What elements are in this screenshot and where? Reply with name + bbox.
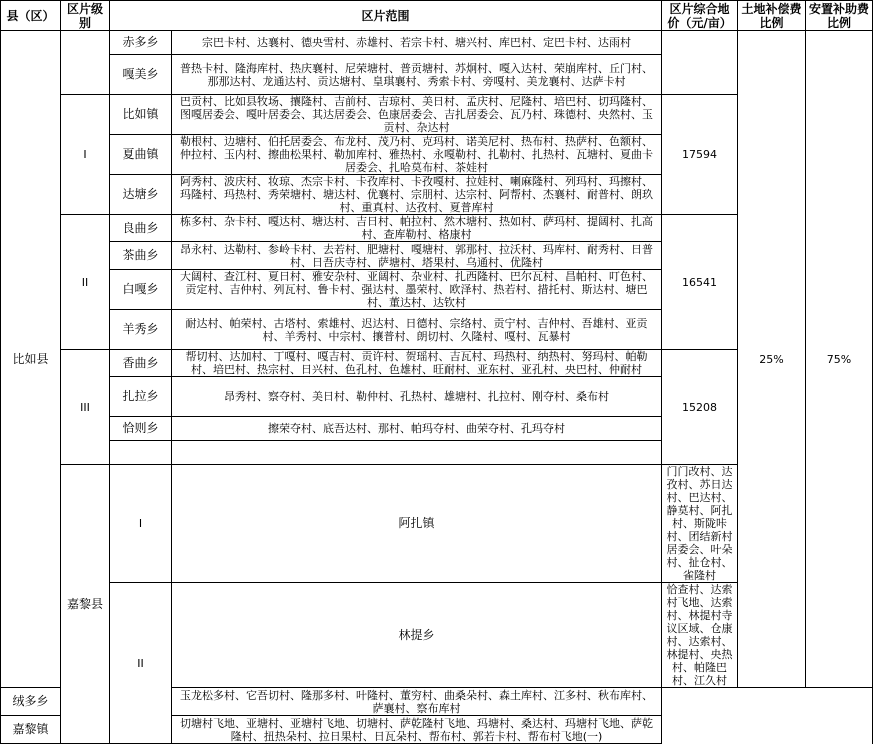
county-cell: 嘉黎县 <box>61 465 110 744</box>
villages-cell: 巴贡村、比如县牧场、攘隆村、吉前村、吉琼村、美日村、孟庆村、尼隆村、培巴村、切玛隆村、图嘎居委会、嘎叶居委会、其达居委会、色康居委会、吉扎居委会、瓦乃村、珠德村、央然村、玉贡村、杂达村 <box>172 95 662 135</box>
villages-cell: 栋多村、杂卡村、嘎达村、塘达村、吉日村、帕拉村、然木塘村、热如村、萨玛村、提阔村、扎高村、查库勒村、格康村 <box>172 215 662 242</box>
town-cell: 扎拉乡 <box>110 377 172 417</box>
header-resettlement-subsidy-ratio: 安置补助费比例 <box>806 1 873 31</box>
zone-price-cell: 16541 <box>662 215 738 350</box>
villages-cell: 勒根村、边塘村、伯托居委会、布龙村、茂乃村、克玛村、诺美尼村、热布村、热萨村、色额村、仲拉村、玉内村、擦曲松果村、勒加库村、雅热村、永嘎勒村、扎勒村、扎热村、瓦塘村、夏曲卡居委会、扎哈莫布村、茶娃村 <box>172 135 662 175</box>
header-row <box>1 1 873 31</box>
zone-level-cell: I <box>61 95 110 215</box>
villages-cell: 昂永村、达勒村、参岭卡村、去若村、肥塘村、嘎塘村、郭那村、拉沃村、玛库村、耐秀村、日普村、日吾庆寺村、萨塘村、塔果村、乌通村、优隆村 <box>172 242 662 270</box>
town-cell: 夏曲镇 <box>110 135 172 175</box>
town-cell: 羊秀乡 <box>110 310 172 350</box>
town-cell: 达塘乡 <box>110 175 172 215</box>
zone-price-cell: 15208 <box>662 350 738 465</box>
resettlement-ratio-cell: 75% <box>806 31 873 688</box>
zone-price-cell <box>662 31 738 95</box>
villages-cell: 帮切村、达加村、丁嘎村、嘎吉村、贡许村、贺瑶村、吉瓦村、玛热村、纳热村、努玛村、帕勒村、培巴村、热宗村、日兴村、色孔村、色雄村、旺耐村、亚东村、亚孔村、央巴村、仲耐村 <box>172 350 662 377</box>
zone-level-cell: I <box>110 465 172 583</box>
villages-cell: 耐达村、帕荣村、古塔村、索雄村、迟达村、日德村、宗络村、贡宁村、吉仲村、吾雄村、亚贡村、羊秀村、中宗村、攘普村、朗切村、久隆村、嘎村、瓦暴村 <box>172 310 662 350</box>
header-zone-price: 区片综合地价（元/亩） <box>662 1 738 31</box>
table-row <box>1 31 873 55</box>
zone-price-cell: 17594 <box>662 95 738 215</box>
town-cell: 良曲乡 <box>110 215 172 242</box>
header-county: 县（区） <box>1 1 61 31</box>
town-cell: 林提乡 <box>172 583 662 688</box>
town-cell: 香曲乡 <box>110 350 172 377</box>
villages-cell: 阿秀村、波庆村、妆琼、杰宗卡村、卡孜库村、卡孜嘎村、拉娃村、喇麻隆村、列玛村、玛擦村、玛隆村、玛热村、秀荣塘村、塘达村、优襄村、宗朋村、达宗村、阿帮村、杰襄村、耐普村、朗玖村、重真村、达孜村、夏普库村 <box>172 175 662 215</box>
header-zone-level: 区片级别 <box>61 1 110 31</box>
town-cell: 比如镇 <box>110 95 172 135</box>
town-cell: 白嘎乡 <box>110 270 172 310</box>
zone-level-cell <box>61 31 110 95</box>
villages-cell: 大阔村、查江村、夏日村、雅安杂村、亚阔村、杂业村、扎西隆村、巴尔瓦村、昌帕村、叮色村、贡定村、吉仲村、列瓦村、鲁卡村、强达村、墨荣村、欧泽村、热若村、措托村、斯达村、塘巴村、董达村、达钦村 <box>172 270 662 310</box>
town-cell: 茶曲乡 <box>110 242 172 270</box>
town-cell: 阿扎镇 <box>172 465 662 583</box>
villages-cell: 玉龙松多村、它吾切村、隆那多村、叶隆村、董穷村、曲桑朵村、森土库村、江多村、秋布库村、萨襄村、察布库村 <box>172 688 662 716</box>
villages-cell: 切塘村飞地、亚塘村、亚塘村飞地、切塘村、萨乾隆村飞地、玛塘村、桑达村、玛塘村飞地、萨乾隆村、扭热朵村、拉日果村、日瓦朵村、帮布村、郭若卡村、帮布村飞地(一) <box>172 716 662 744</box>
villages-cell: 门门改村、达孜村、苏日达村、巴达村、静莫村、阿扎村、斯陇咔村、团结新村居委会、叶朵村、扯仓村、雀隆村 <box>662 465 738 583</box>
land-compensation-ratio-cell: 25% <box>738 31 806 688</box>
villages-cell: 普热卡村、隆海库村、热庆襄村、尼荣塘村、普贡塘村、苏炯村、嘎入达村、荣崩库村、丘门村、那那达村、龙通达村、贡达塘村、皇琪襄村、秀索卡村、旁嘎村、美龙襄村、达萨卡村 <box>172 55 662 95</box>
town-cell: 赤多乡 <box>110 31 172 55</box>
header-land-compensation-ratio: 土地补偿费比例 <box>738 1 806 31</box>
zone-level-cell: III <box>61 350 110 465</box>
county-cell: 比如县 <box>1 31 61 688</box>
villages-cell: 恰查村、达索村飞地、达索村、林提村寺议区域、仓康村、达索村、林提村、央热村、帕隆巴村、江久村 <box>662 583 738 688</box>
header-zone-range: 区片范围 <box>110 1 662 31</box>
villages-cell: 昂秀村、察夺村、美日村、勒仲村、孔热村、雄塘村、扎拉村、刚夺村、桑布村 <box>172 377 662 417</box>
town-cell: 嘉黎镇 <box>1 716 61 744</box>
villages-cell <box>172 441 662 465</box>
zone-level-cell: II <box>61 215 110 350</box>
town-cell <box>110 441 172 465</box>
villages-cell: 擦荣夺村、底吾达村、那村、帕玛夺村、曲荣夺村、孔玛夺村 <box>172 417 662 441</box>
villages-cell: 宗巴卡村、达襄村、德央雪村、赤雄村、若宗卡村、塘兴村、库巴村、定巴卡村、达雨村 <box>172 31 662 55</box>
town-cell: 嘎美乡 <box>110 55 172 95</box>
zone-level-cell: II <box>110 583 172 744</box>
town-cell: 绒多乡 <box>1 688 61 716</box>
town-cell: 恰则乡 <box>110 417 172 441</box>
